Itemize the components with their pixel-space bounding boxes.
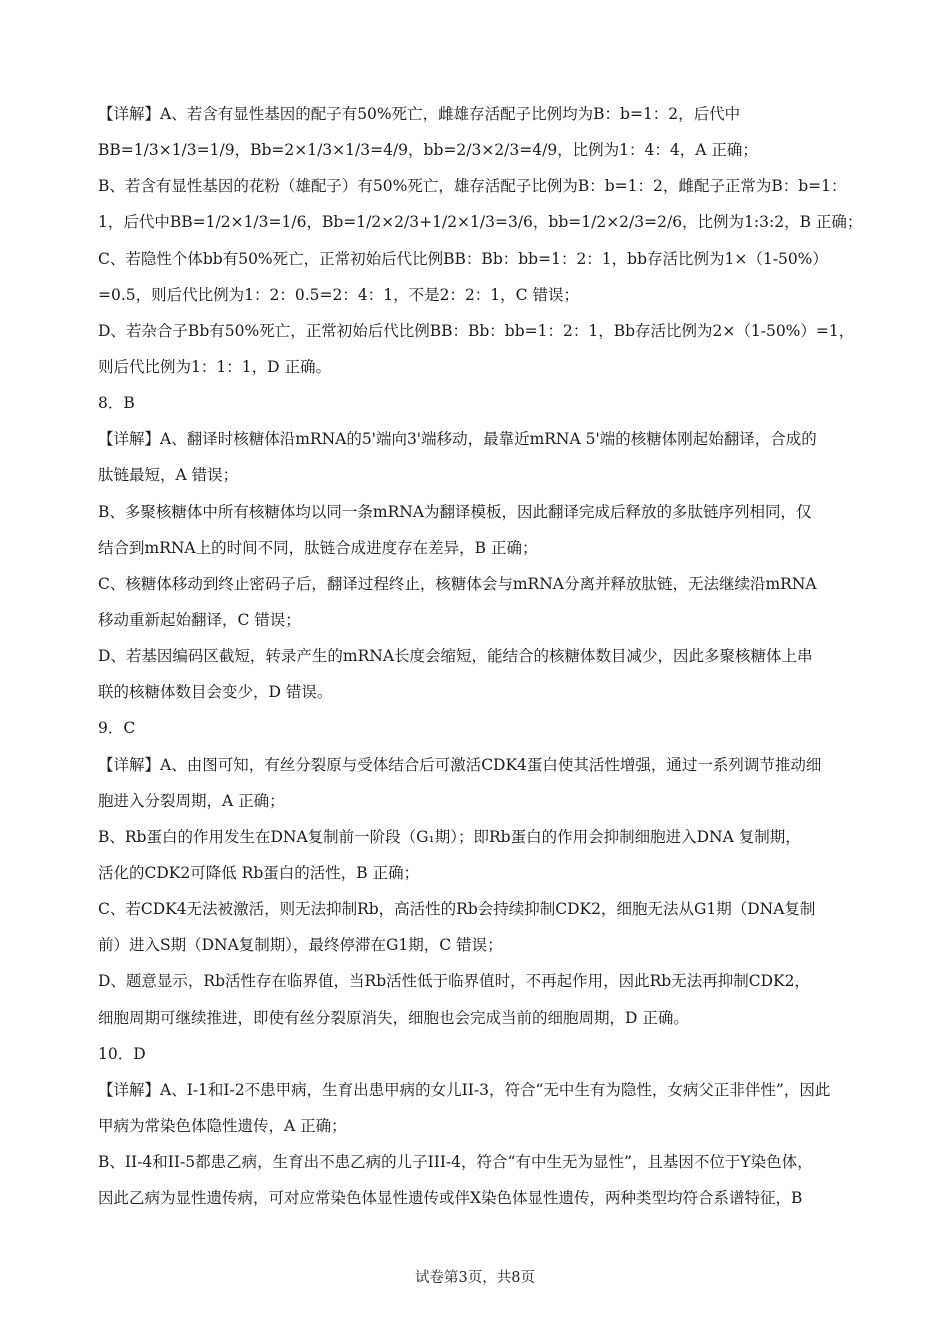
text-line: D、若杂合子Bb有50%死亡，正常初始后代比例BB：Bb：bb=1：2：1，Bb存活比例为2×（1-50%）=1， (98, 321, 855, 340)
text-line: 1，后代中BB=1/2×1/3=1/6，Bb=1/2×2/3+1/2×1/3=3/6，bb=1/2×2/3=2/6，比例为1:3:2，B 正确； (98, 213, 863, 232)
text-line: 10．D (98, 1044, 146, 1063)
text-line: C、若隐性个体bb有50%死亡，正常初始后代比例BB：Bb：bb=1：2：1，bb存活比例为1×（1-50%） (98, 249, 828, 268)
text-line: C、若CDK4无法被激活，则无法抑制Rb，高活性的Rb会持续抑制CDK2，细胞无法从G1期（DNA复制 (98, 900, 816, 919)
text-line: 肽链最短，A 错误； (98, 466, 239, 485)
text-line: 前）进入S期（DNA复制期），最终停滞在G1期，C 错误； (98, 936, 503, 955)
answer-explanations (98, 96, 864, 1216)
page-footer: 试卷第3页，共8页 (415, 1270, 535, 1286)
text-line: B、II-4和II-5都患乙病，生育出不患乙病的儿子III-4，符合“有中生无为显性”，且基因不位于Y染色体， (98, 1153, 813, 1172)
text-line: 联的核糖体数目会变少，D 错误。 (98, 683, 333, 702)
text-line: 【详解】A、I-1和I-2不患甲病，生育出患甲病的女儿II-3，符合“无中生有为隐性，女病父正非伴性”，因此 (98, 1080, 831, 1099)
text-line: 因此乙病为显性遗传病，可对应常染色体显性遗传或伴X染色体显性遗传，两种类型均符合系谱特征，B (98, 1189, 803, 1208)
text-line: B、多聚核糖体中所有核糖体均以同一条mRNA为翻译模板，因此翻译完成后释放的多肽链序列相同，仅 (98, 502, 812, 521)
text-line: D、题意显示，Rb活性存在临界值，当Rb活性低于临界值时，不再起作用，因此Rb无法再抑制CDK2， (98, 972, 810, 991)
text-line: =0.5，则后代比例为1：2：0.5=2：4：1，不是2：2：1，C 错误； (98, 285, 579, 304)
text-line: 移动重新起始翻译，C 错误； (98, 610, 301, 629)
text-line: 细胞周期可继续推进，即使有丝分裂原消失，细胞也会完成当前的细胞周期，D 正确。 (98, 1008, 689, 1027)
text-line: BB=1/3×1/3=1/9，Bb=2×1/3×1/3=4/9，bb=2/3×2/3=4/9，比例为1：4：4，A 正确； (98, 141, 758, 160)
text-line: 活化的CDK2可降低 Rb蛋白的活性，B 正确； (98, 863, 420, 882)
text-line: 则后代比例为1：1：1，D 正确。 (98, 357, 331, 376)
text-line: C、核糖体移动到终止密码子后，翻译过程终止，核糖体会与mRNA分离并释放肽链，无法继续沿mRNA (98, 574, 817, 593)
text-line: 甲病为常染色体隐性遗传，A 正确； (98, 1116, 347, 1135)
text-line: 结合到mRNA上的时间不同，肽链合成进度存在差异，B 正确； (98, 538, 538, 557)
text-line: 胞进入分裂周期，A 正确； (98, 791, 285, 810)
text-line: B、Rb蛋白的作用发生在DNA复制前一阶段（G₁期）；即Rb蛋白的作用会抑制细胞进入DNA 复制期， (98, 827, 801, 846)
text-line: B、若含有显性基因的花粉（雄配子）有50%死亡，雄存活配子比例为B：b=1：2，雌配子正常为B：b=1： (98, 177, 847, 196)
text-line: D、若基因编码区截短，转录产生的mRNA长度会缩短，能结合的核糖体数目减少，因此多聚核糖体上串 (98, 647, 813, 666)
text-line: 9．C (98, 719, 136, 738)
text-line: 【详解】A、由图可知，有丝分裂原与受体结合后可激活CDK4蛋白使其活性增强，通过一系列调节推动细 (98, 755, 822, 774)
text-line: 【详解】A、翻译时核糖体沿mRNA的5'端向3'端移动，最靠近mRNA 5'端的核糖体刚起始翻译，合成的 (98, 430, 817, 449)
text-line: 【详解】A、若含有显性基因的配子有50%死亡，雌雄存活配子比例均为B：b=1：2，后代中 (98, 105, 741, 123)
text-line: 8．B (98, 394, 135, 413)
